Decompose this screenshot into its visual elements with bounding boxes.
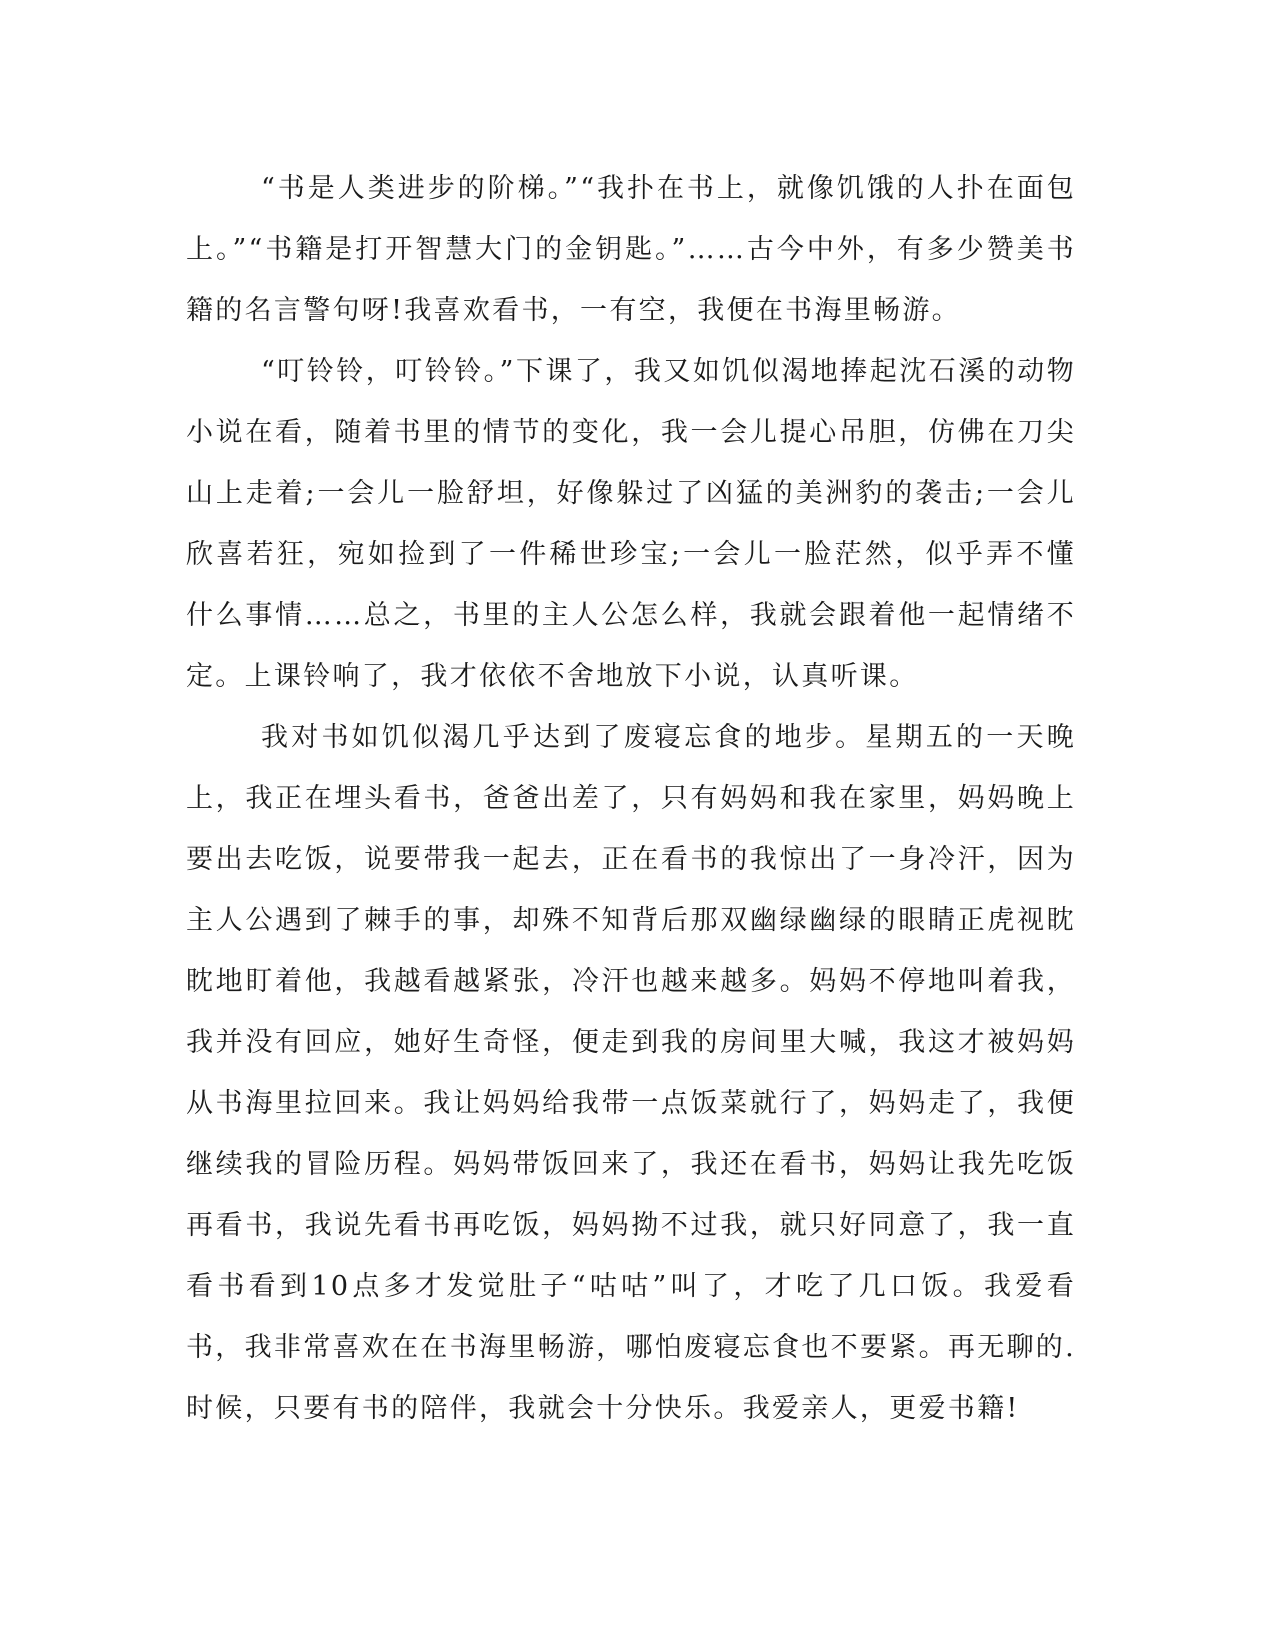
paragraph-3: 我对书如饥似渴几乎达到了废寝忘食的地步。星期五的一天晚上，我正在埋头看书，爸爸出差了，只有妈妈和我在家里，妈妈晚上要出去吃饭，说要带我一起去，正在看书的我惊出了一身冷汗，因为主人公遇到了棘手的事，却殊不知背后那双幽绿幽绿的眼睛正虎视眈眈地盯着他，我越看越紧张，冷汗也越来越多。妈妈不停地叫着我，我并没有回应，她好生奇怪，便走到我的房间里大喊，我这才被妈妈从书海里拉回来。我让妈妈给我带一点饭菜就行了，妈妈走了，我便继续我的冒险历程。妈妈带饭回来了，我还在看书，妈妈让我先吃饭再看书，我说先看书再吃饭，妈妈拗不过我，就只好同意了，我一直看书看到10点多才发觉肚子“咕咕”叫了，才吃了几口饭。我爱看书，我非常喜欢在在书海里畅游，哪怕废寝忘食也不要紧。再无聊的.时候，只要有书的陪伴，我就会十分快乐。我爱亲人，更爱书籍! <box>186 722 1076 1424</box>
paragraph-2: “叮铃铃，叮铃铃。”下课了，我又如饥似渴地捧起沈石溪的动物小说在看，随着书里的情节的变化，我一会儿提心吊胆，仿佛在刀尖山上走着;一会儿一脸舒坦，好像躲过了凶猛的美洲豹的袭击;一会儿欣喜若狂，宛如捡到了一件稀世珍宝;一会儿一脸茫然，似乎弄不懂什么事情……总之，书里的主人公怎么样，我就会跟着他一起情绪不定。上课铃响了，我才依依不舍地放下小说，认真听课。 <box>186 356 1076 692</box>
paragraph-1: “书是人类进步的阶梯。”“我扑在书上，就像饥饿的人扑在面包上。”“书籍是打开智慧大门的金钥匙。”……古今中外，有多少赞美书籍的名言警句呀!我喜欢看书，一有空，我便在书海里畅游。 <box>186 173 1076 326</box>
essay-body <box>186 158 1076 1439</box>
